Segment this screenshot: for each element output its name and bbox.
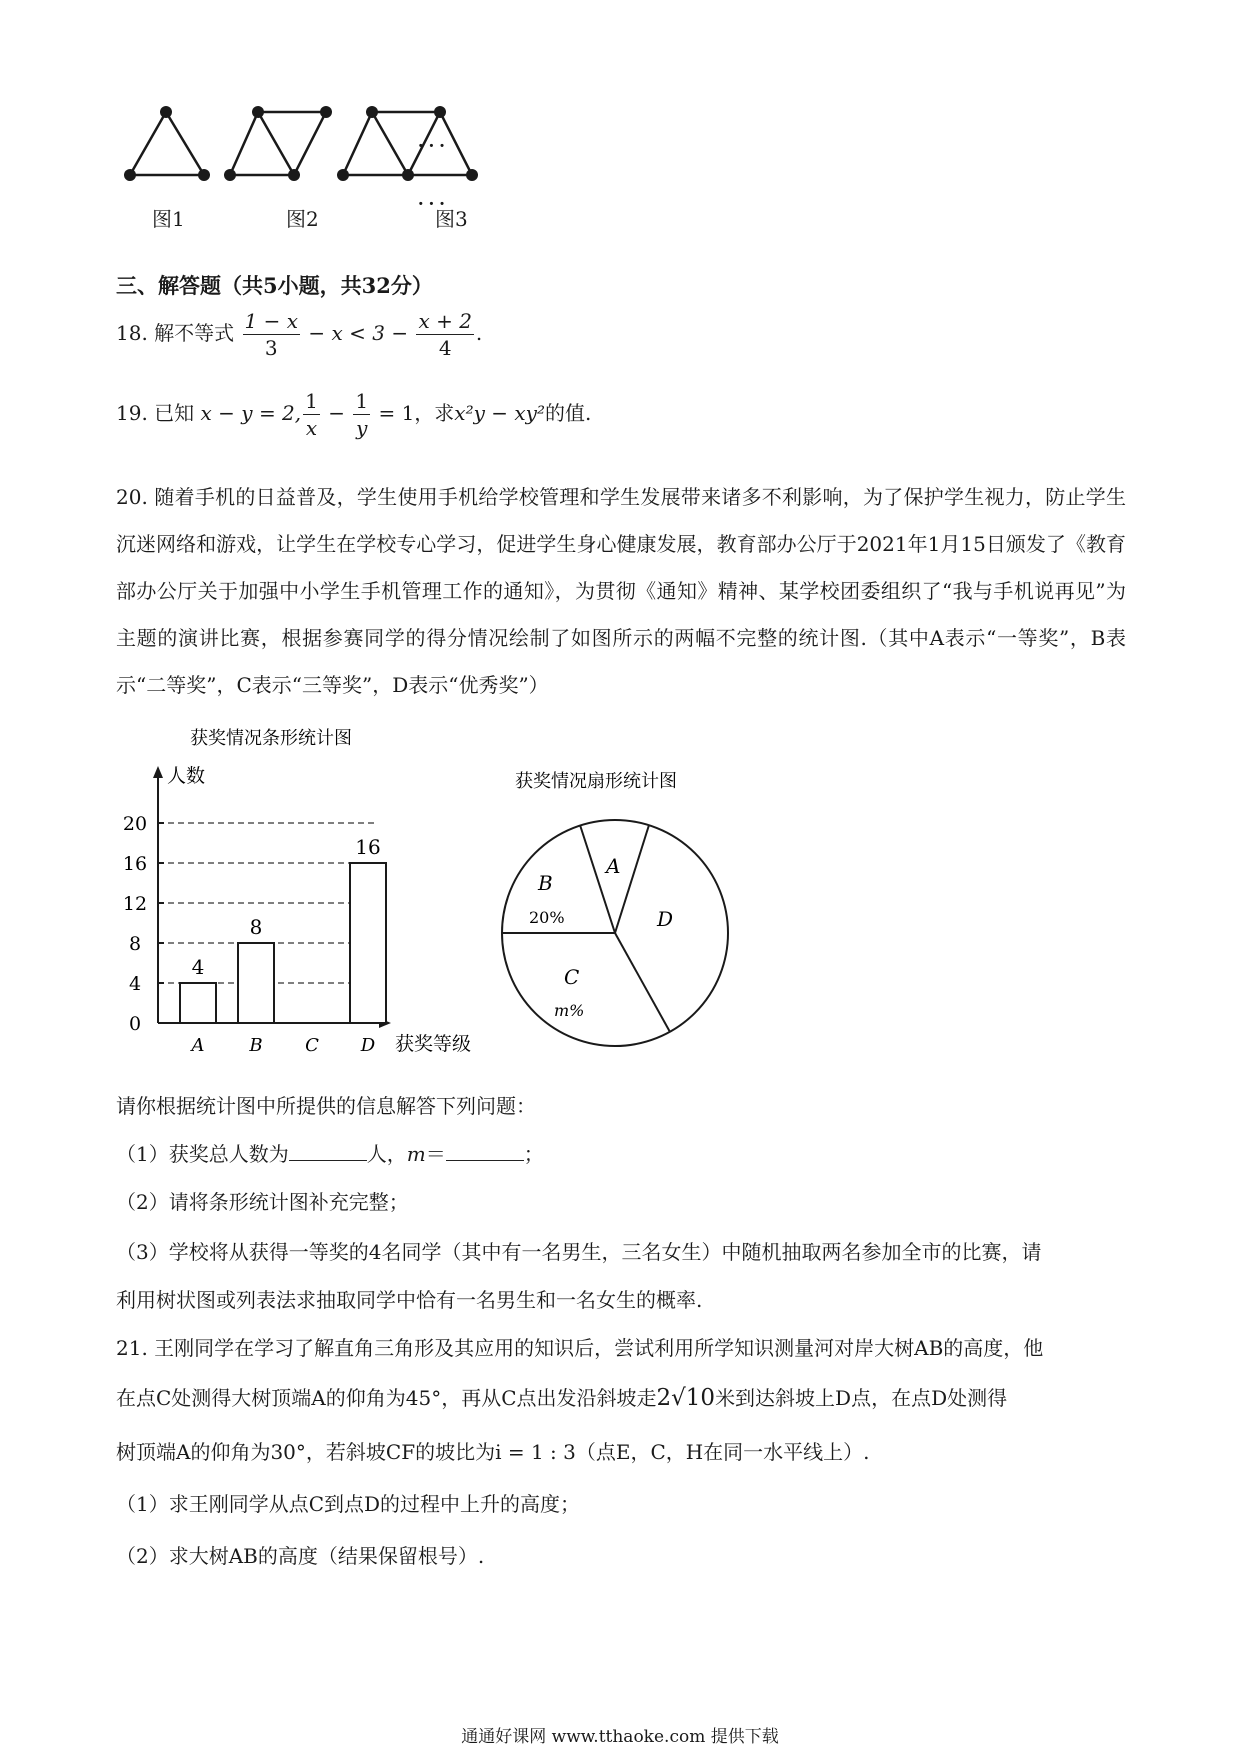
y-tick-label: 16 bbox=[122, 853, 148, 875]
q21-root-value: 2√10 bbox=[656, 1385, 716, 1411]
figure-caption-3: 图3 bbox=[435, 207, 468, 231]
vertex-dot bbox=[288, 169, 300, 181]
q21-subquestion-2: （2）求大树AB的高度（结果保留根号）. bbox=[116, 1544, 485, 1568]
pie-divider-ad bbox=[615, 825, 649, 933]
y-axis-arrow bbox=[153, 766, 163, 778]
pie-slice-label-a: A bbox=[606, 854, 621, 878]
vertex-dot bbox=[124, 169, 136, 181]
y-tick-label: 4 bbox=[128, 973, 142, 995]
vertex-dot bbox=[224, 169, 236, 181]
vertex-dot bbox=[198, 169, 210, 181]
bar-a bbox=[180, 983, 216, 1023]
figure-caption-1: 图1 bbox=[152, 207, 185, 231]
y-axis-label: 人数 bbox=[167, 765, 206, 787]
bar-chart-title: 获奖情况条形统计图 bbox=[190, 728, 352, 749]
vertex-dot bbox=[320, 106, 332, 118]
x-category-label-c: C bbox=[305, 1035, 319, 1056]
vertex-dot bbox=[252, 106, 264, 118]
page-footer: 通通好课网 www.tthaoke.com 提供下载 bbox=[461, 1727, 779, 1747]
pie-divider-cd bbox=[615, 933, 670, 1032]
q18-fraction-2: $\frac{x + 2}{4}$ bbox=[418, 309, 472, 360]
q20-subquestion-3-line-2: 利用树状图或列表法求抽取同学中恰有一名男生和一名女生的概率. bbox=[116, 1288, 703, 1312]
bar-d bbox=[350, 863, 386, 1023]
x-category-label-a: A bbox=[191, 1035, 205, 1056]
vertex-dot bbox=[434, 106, 446, 118]
bar-data-label-a: 4 bbox=[191, 955, 205, 979]
q19-target: x²y − xy² bbox=[454, 401, 545, 425]
question-18: 18. 解不等式 $\frac{1 - x}{3}$ − x < 3 − $\frac{x + 2}{4}$ . bbox=[116, 309, 483, 360]
pie-divider-ab bbox=[580, 825, 615, 933]
answer-blank-total[interactable] bbox=[289, 1142, 367, 1161]
q19-fraction-1: $\frac{1}{x}$ bbox=[305, 389, 318, 440]
q21-line-1: 21. 王刚同学在学习了解直角三角形及其应用的知识后，尝试利用所学知识测量河对岸大树AB的高度，他 bbox=[116, 1336, 1044, 1360]
triangle-pattern-figures bbox=[110, 95, 630, 230]
pie-chart-title: 获奖情况扇形统计图 bbox=[515, 771, 677, 792]
q20-subquestion-2: （2）请将条形统计图补充完整； bbox=[116, 1190, 409, 1214]
pie-chart bbox=[495, 760, 765, 1060]
bar-b bbox=[238, 943, 274, 1023]
vertex-dot bbox=[402, 169, 414, 181]
bar-data-label-d: 16 bbox=[355, 835, 381, 859]
q19-expr: x − y = 2, bbox=[200, 401, 302, 425]
pie-slice-label-b: B bbox=[538, 871, 553, 895]
x-category-label-b: B bbox=[249, 1035, 263, 1056]
q20-subquestion-3-line-1: （3）学校将从获得一等奖的4名同学（其中有一名男生，三名女生）中随机抽取两名参加全市的比赛，请 bbox=[116, 1240, 1042, 1264]
q21-subquestion-1: （1）求王刚同学从点C到点D的过程中上升的高度； bbox=[116, 1492, 581, 1516]
q18-number: 18. bbox=[116, 321, 148, 345]
vertex-dot bbox=[337, 169, 349, 181]
answer-blank-m[interactable] bbox=[446, 1142, 524, 1161]
q19-number: 19. bbox=[116, 401, 148, 425]
vertex-dot bbox=[160, 106, 172, 118]
x-category-label-d: D bbox=[360, 1035, 376, 1056]
q18-fraction-1: $\frac{1 - x}{3}$ bbox=[244, 309, 299, 360]
y-tick-label: 0 bbox=[128, 1013, 142, 1035]
q19-lead: 已知 bbox=[154, 401, 195, 425]
vertex-dot bbox=[466, 169, 478, 181]
bar-data-label-b: 8 bbox=[249, 915, 263, 939]
pie-slice-value-c: m% bbox=[554, 1001, 585, 1020]
x-axis-label: 获奖等级 bbox=[395, 1033, 472, 1055]
q20-subquestion-1: （1）获奖总人数为 人，m＝ ； bbox=[116, 1142, 544, 1166]
ellipsis-row-1: ··· bbox=[417, 132, 449, 160]
y-tick-label: 8 bbox=[128, 933, 142, 955]
question-19: 19. 已知 x − y = 2, $\frac{1}{x}$ − $\frac{1}{y}$ = 1，求x²y − xy²的值. bbox=[116, 389, 592, 440]
q21-line-2: 在点C处测得大树顶端A的仰角为45°，再从C点出发沿斜坡走2√10米到达斜坡上D点，在点D处测得 bbox=[116, 1385, 1008, 1411]
y-tick-label: 20 bbox=[122, 813, 148, 835]
bar-chart bbox=[115, 720, 485, 1060]
question-20-text: 20. 随着手机的日益普及，学生使用手机给学校管理和学生发展带来诸多不利影响，为了保护学生视力，防止学生沉迷网络和游戏，让学生在学校专心学习，促进学生身心健康发展，教育部办公厅于2021年1月15日颁发了《教育部办公厅关于加强中小学生手机管理工作的通知》，为贯彻《通知》精神、某学校团委组织了“我与手机说再见”为主题的演讲比赛，根据参赛同学的得分情况绘制了如图所示的两幅不完整的统计图.（其中A表示“一等奖”，B表示“二等奖”，C表示“三等奖”，D表示“优秀奖”） bbox=[116, 485, 1126, 697]
y-tick-label: 12 bbox=[122, 893, 148, 915]
vertex-dot bbox=[366, 106, 378, 118]
q18-lead: 解不等式 bbox=[154, 321, 235, 345]
pie-slice-label-c: C bbox=[564, 965, 580, 989]
figure-caption-2: 图2 bbox=[286, 207, 319, 231]
pie-slice-label-d: D bbox=[657, 907, 674, 931]
q21-line-3: 树顶端A的仰角为30°，若斜坡CF的坡比为i = 1 : 3（点E，C，H在同一水平线上）. bbox=[116, 1440, 870, 1464]
pie-slice-value-b: 20% bbox=[529, 908, 565, 927]
ellipsis-row-2: ··· bbox=[417, 190, 449, 218]
q20-prompt: 请你根据统计图中所提供的信息解答下列问题： bbox=[116, 1094, 536, 1118]
q19-fraction-2: $\frac{1}{y}$ bbox=[355, 389, 369, 440]
q18-middle: − x < 3 − bbox=[302, 321, 415, 345]
section-title: 三、解答题（共5小题，共32分） bbox=[116, 273, 433, 298]
